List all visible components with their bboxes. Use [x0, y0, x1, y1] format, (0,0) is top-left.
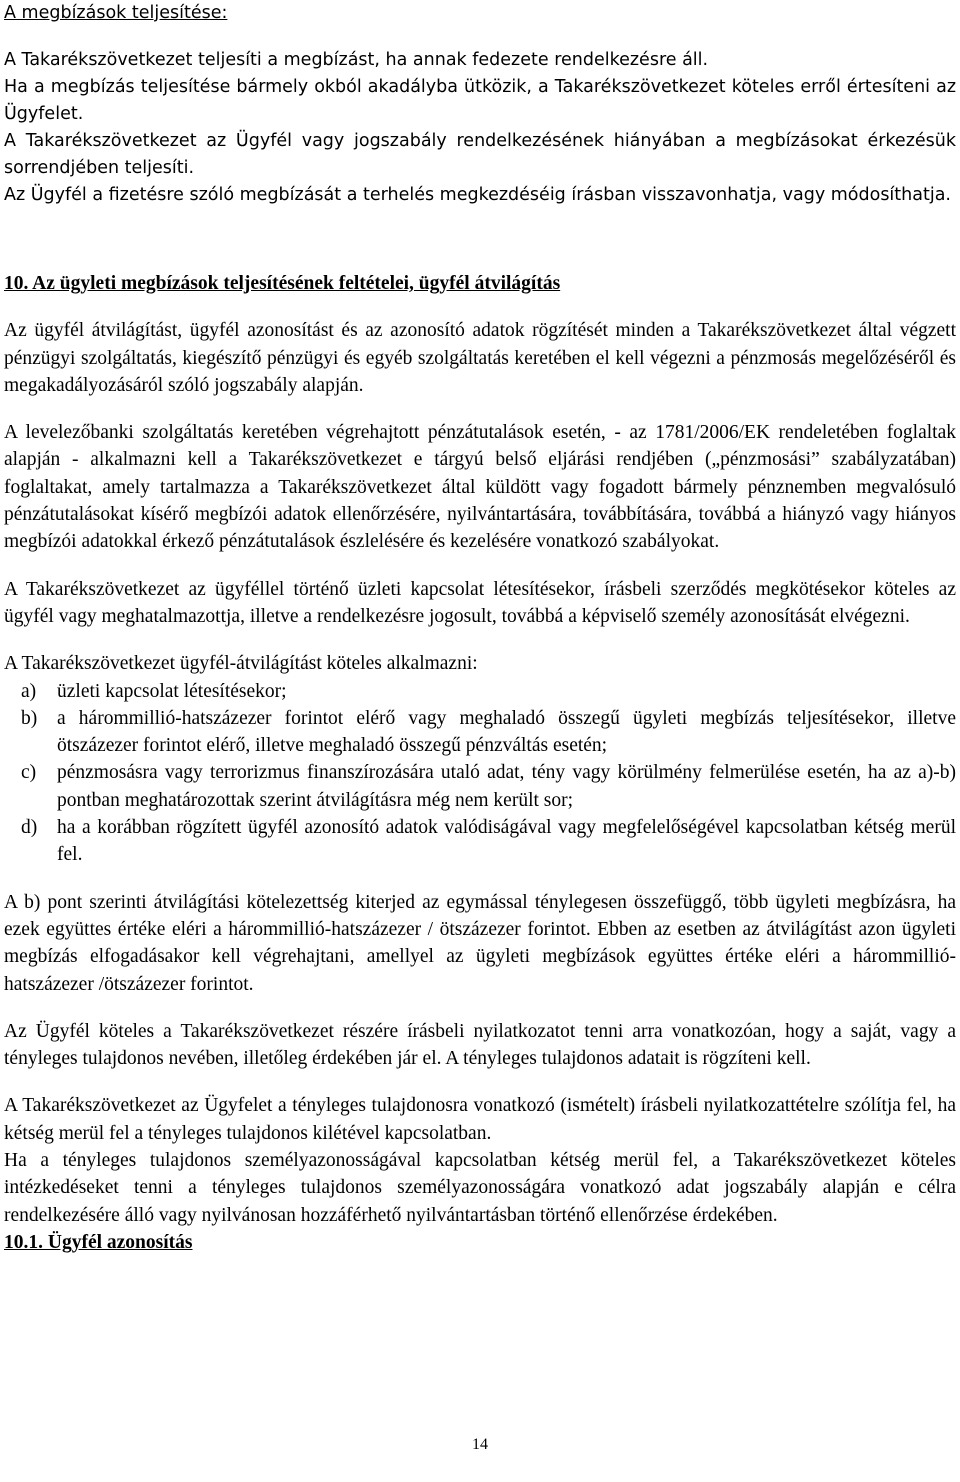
- list-marker: c): [21, 762, 37, 784]
- list-marker: b): [21, 707, 38, 729]
- list-item: [4, 759, 956, 814]
- subsection-heading: 10.1. Ügyfél azonosítás: [4, 1231, 193, 1253]
- section-10-paragraph-6: A Takarékszövetkezet az Ügyfelet a tényleges tulajdonosra vonatkozó (ismételt) írásbeli nyilatkozattételre szólítja fel, ha kétség merül fel a tényleges tulajdonos kilétével kapcsolatban.: [4, 1095, 956, 1144]
- intro-paragraph: Az Ügyfél a fizetésre szóló megbízását a terhelés megkezdéséig írásban visszavonhatja, vagy módosíthatja.: [4, 185, 951, 205]
- section-10-paragraph-3: A Takarékszövetkezet az ügyféllel történő üzleti kapcsolat létesítésekor, írásbeli szerződés megkötésekor köteles az ügyfél vagy meghatalmazottja, illetve a rendelkezésre jogosult, továbbá a képviselő személy azonosítását elvégezni.: [4, 578, 956, 627]
- list-item-text: pénzmosásra vagy terrorizmus finanszírozására utaló adat, tény vagy körülmény felmerülése esetén, ha az a)-b) pontban meghatározottak szerint átvilágításra még nem került sor;: [57, 762, 956, 811]
- section-10: [4, 270, 956, 1256]
- list-intro: A Takarékszövetkezet ügyfél-átvilágítást köteles alkalmazni:: [4, 653, 478, 675]
- list-item: [4, 814, 956, 869]
- list-item-text: üzleti kapcsolat létesítésekor;: [57, 680, 287, 702]
- section-10-paragraph-2: A levelezőbanki szolgáltatás keretében végrehajtott pénzátutalások esetén, - az 1781/2006/EK rendeletében foglaltak alapján - alkalmazni kell a Takarékszövetkezet e tárgyú belső eljárási rendjében („pénzmosási” szabályzatában) foglaltakat, amely tartalmazza a Takarékszövetkezet által küldött vagy fogadott bármely pénznemben megvalósuló pénzátutalásokat kísérő megbízói adatok ellenőrzésére, nyilvántartására, továbbítására, továbbá a hiányzó vagy hiányos megbízói adatokkal érkező pénzátutalások észlelésére és kezelésére vonatkozó szabályokat.: [4, 422, 956, 553]
- intro-section: [4, 0, 956, 209]
- list-item-text: ha a korábban rögzített ügyfél azonosító adatok valódiságával vagy megfelelőségével kapcsolatban kétség merül fel.: [57, 817, 956, 866]
- section-10-heading: 10. Az ügyleti megbízások teljesítésének feltételei, ügyfél átvilágítás: [4, 273, 561, 294]
- section-10-paragraph-4: A b) pont szerinti átvilágítási kötelezettség kiterjed az egymással ténylegesen összefüggő, több ügyleti megbízásra, ha ezek együttes értéke eléri a hárommillió-hatszázezer / ötszázezer forintot. Ebben az esetben az átvilágítást azon ügyleti megbízás elfogadásakor kell végrehajtani, amellyel az ügyleti megbízások együttes értéke eléri a hárommillió-hatszázezer /ötszázezer forintot.: [4, 891, 956, 995]
- intro-paragraph: A Takarékszövetkezet az Ügyfél vagy jogszabály rendelkezésének hiányában a megbízásokat érkezésük sorrendjében teljesíti.: [4, 131, 956, 178]
- intro-heading: A megbízások teljesítése:: [4, 3, 228, 23]
- page-number: 14: [472, 1436, 488, 1453]
- list-item: [4, 705, 956, 760]
- intro-paragraph: A Takarékszövetkezet teljesíti a megbízást, ha annak fedezete rendelkezésre áll.: [4, 50, 709, 70]
- list-marker: a): [21, 680, 37, 702]
- due-diligence-list: [4, 678, 956, 869]
- section-10-paragraph-1: Az ügyfél átvilágítást, ügyfél azonosítást és az azonosító adatok rögzítését minden a Takarékszövetkezet által végzett pénzügyi szolgáltatás, kiegészítő pénzügyi és egyéb szolgáltatás keretében el kell végezni a pénzmosás megelőzéséről és megakadályozásáról szóló jogszabály alapján.: [4, 320, 956, 396]
- intro-paragraph: Ha a megbízás teljesítése bármely okból akadályba ütközik, a Takarékszövetkezet köteles erről értesíteni az Ügyfelet.: [4, 77, 956, 124]
- list-marker: d): [21, 817, 38, 839]
- list-item: [4, 678, 956, 705]
- section-10-paragraph-7: Ha a tényleges tulajdonos személyazonosságával kapcsolatban kétség merül fel, a Takarékszövetkezet köteles intézkedéseket tenni a tényleges tulajdonos személyazonosságára vonatkozó adat jogszabály alapján e célra rendelkezésére álló vagy nyilvánosan hozzáférhető nyilvántartásban történő ellenőrzése érdekében.: [4, 1150, 956, 1226]
- list-item-text: a hárommillió-hatszázezer forintot elérő vagy meghaladó összegű ügyleti megbízás teljesítésekor, illetve ötszázezer forintot elérő, illetve meghaladó összegű pénzváltás esetén;: [57, 707, 956, 757]
- section-10-paragraph-5: Az Ügyfél köteles a Takarékszövetkezet részére írásbeli nyilatkozatot tenni arra vonatkozóan, hogy a saját, vagy a tényleges tulajdonos nevében, illetőleg érdekében jár el. A tényleges tulajdonos adatait is rögzíteni kell.: [4, 1020, 956, 1070]
